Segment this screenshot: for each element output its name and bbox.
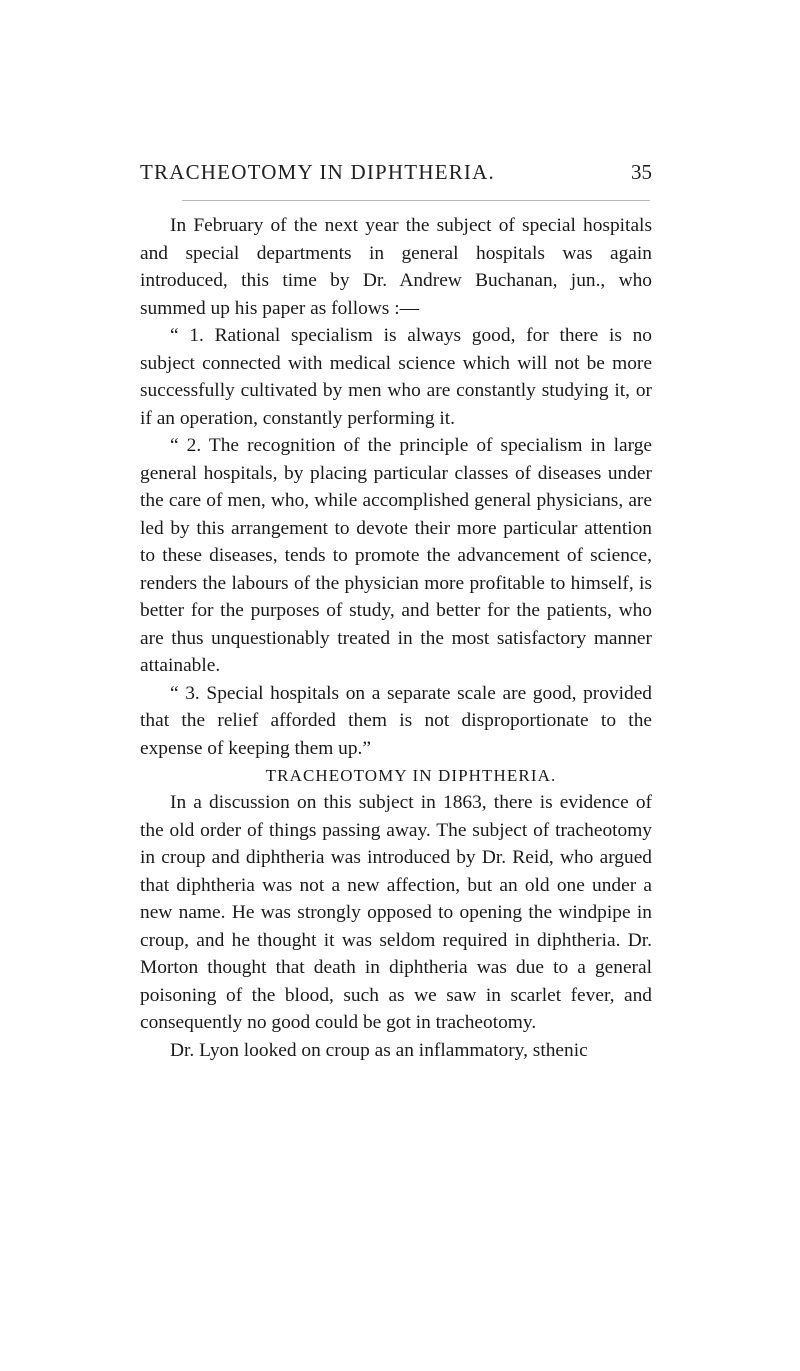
- page-number: 35: [631, 160, 652, 184]
- running-head: [140, 160, 652, 192]
- paragraph-intro: In February of the next year the subject of special hospitals and special departments in general hospitals was again introduced, this time by Dr. Andrew Buchanan, jun., who summed up his paper as follows :—: [140, 215, 652, 319]
- paragraph-point-2: “ 2. The recognition of the principle of specialism in large general hospitals, by placing particular classes of diseases under the care of men, who, while accomplished general physicians, are led by this arrangement to devote their more particular attention to these diseases, tends to promote the advancement of science, renders the labours of the physician more profitable to himself, is better for the purposes of study, and better for the patients, who are thus unquestionably treated in the most satisfactory manner attainable.: [140, 435, 652, 676]
- paragraph-discussion: In a discussion on this subject in 1863, there is evidence of the old order of things passing away. The subject of tracheotomy in croup and diphtheria was introduced by Dr. Reid, who argued that diphtheria was not a new affection, but an old one under a new name. He was strongly opposed to opening the windpipe in croup, and he thought it was seldom required in diphtheria. Dr. Morton thought that death in diphtheria was due to a general poisoning of the blood, such as we saw in scarlet fever, and consequently no good could be got in tracheotomy.: [140, 792, 652, 1033]
- paragraph-point-3: “ 3. Special hospitals on a separate scale are good, provided that the relief afforded them is not disproportionate to the expense of keeping them up.”: [140, 682, 652, 759]
- paragraph-continuation: Dr. Lyon looked on croup as an inflammatory, sthenic: [170, 1039, 588, 1061]
- page-body: [140, 212, 652, 1064]
- running-title: TRACHEOTOMY IN DIPHTHERIA.: [140, 160, 495, 184]
- section-heading: TRACHEOTOMY IN DIPHTHERIA.: [265, 766, 557, 785]
- paragraph-point-1: “ 1. Rational specialism is always good, for there is no subject connected with medical science which will not be more successfully cultivated by men who are constantly studying it, or if an operation, constantly performing it.: [140, 325, 652, 429]
- header-rule: [182, 200, 650, 201]
